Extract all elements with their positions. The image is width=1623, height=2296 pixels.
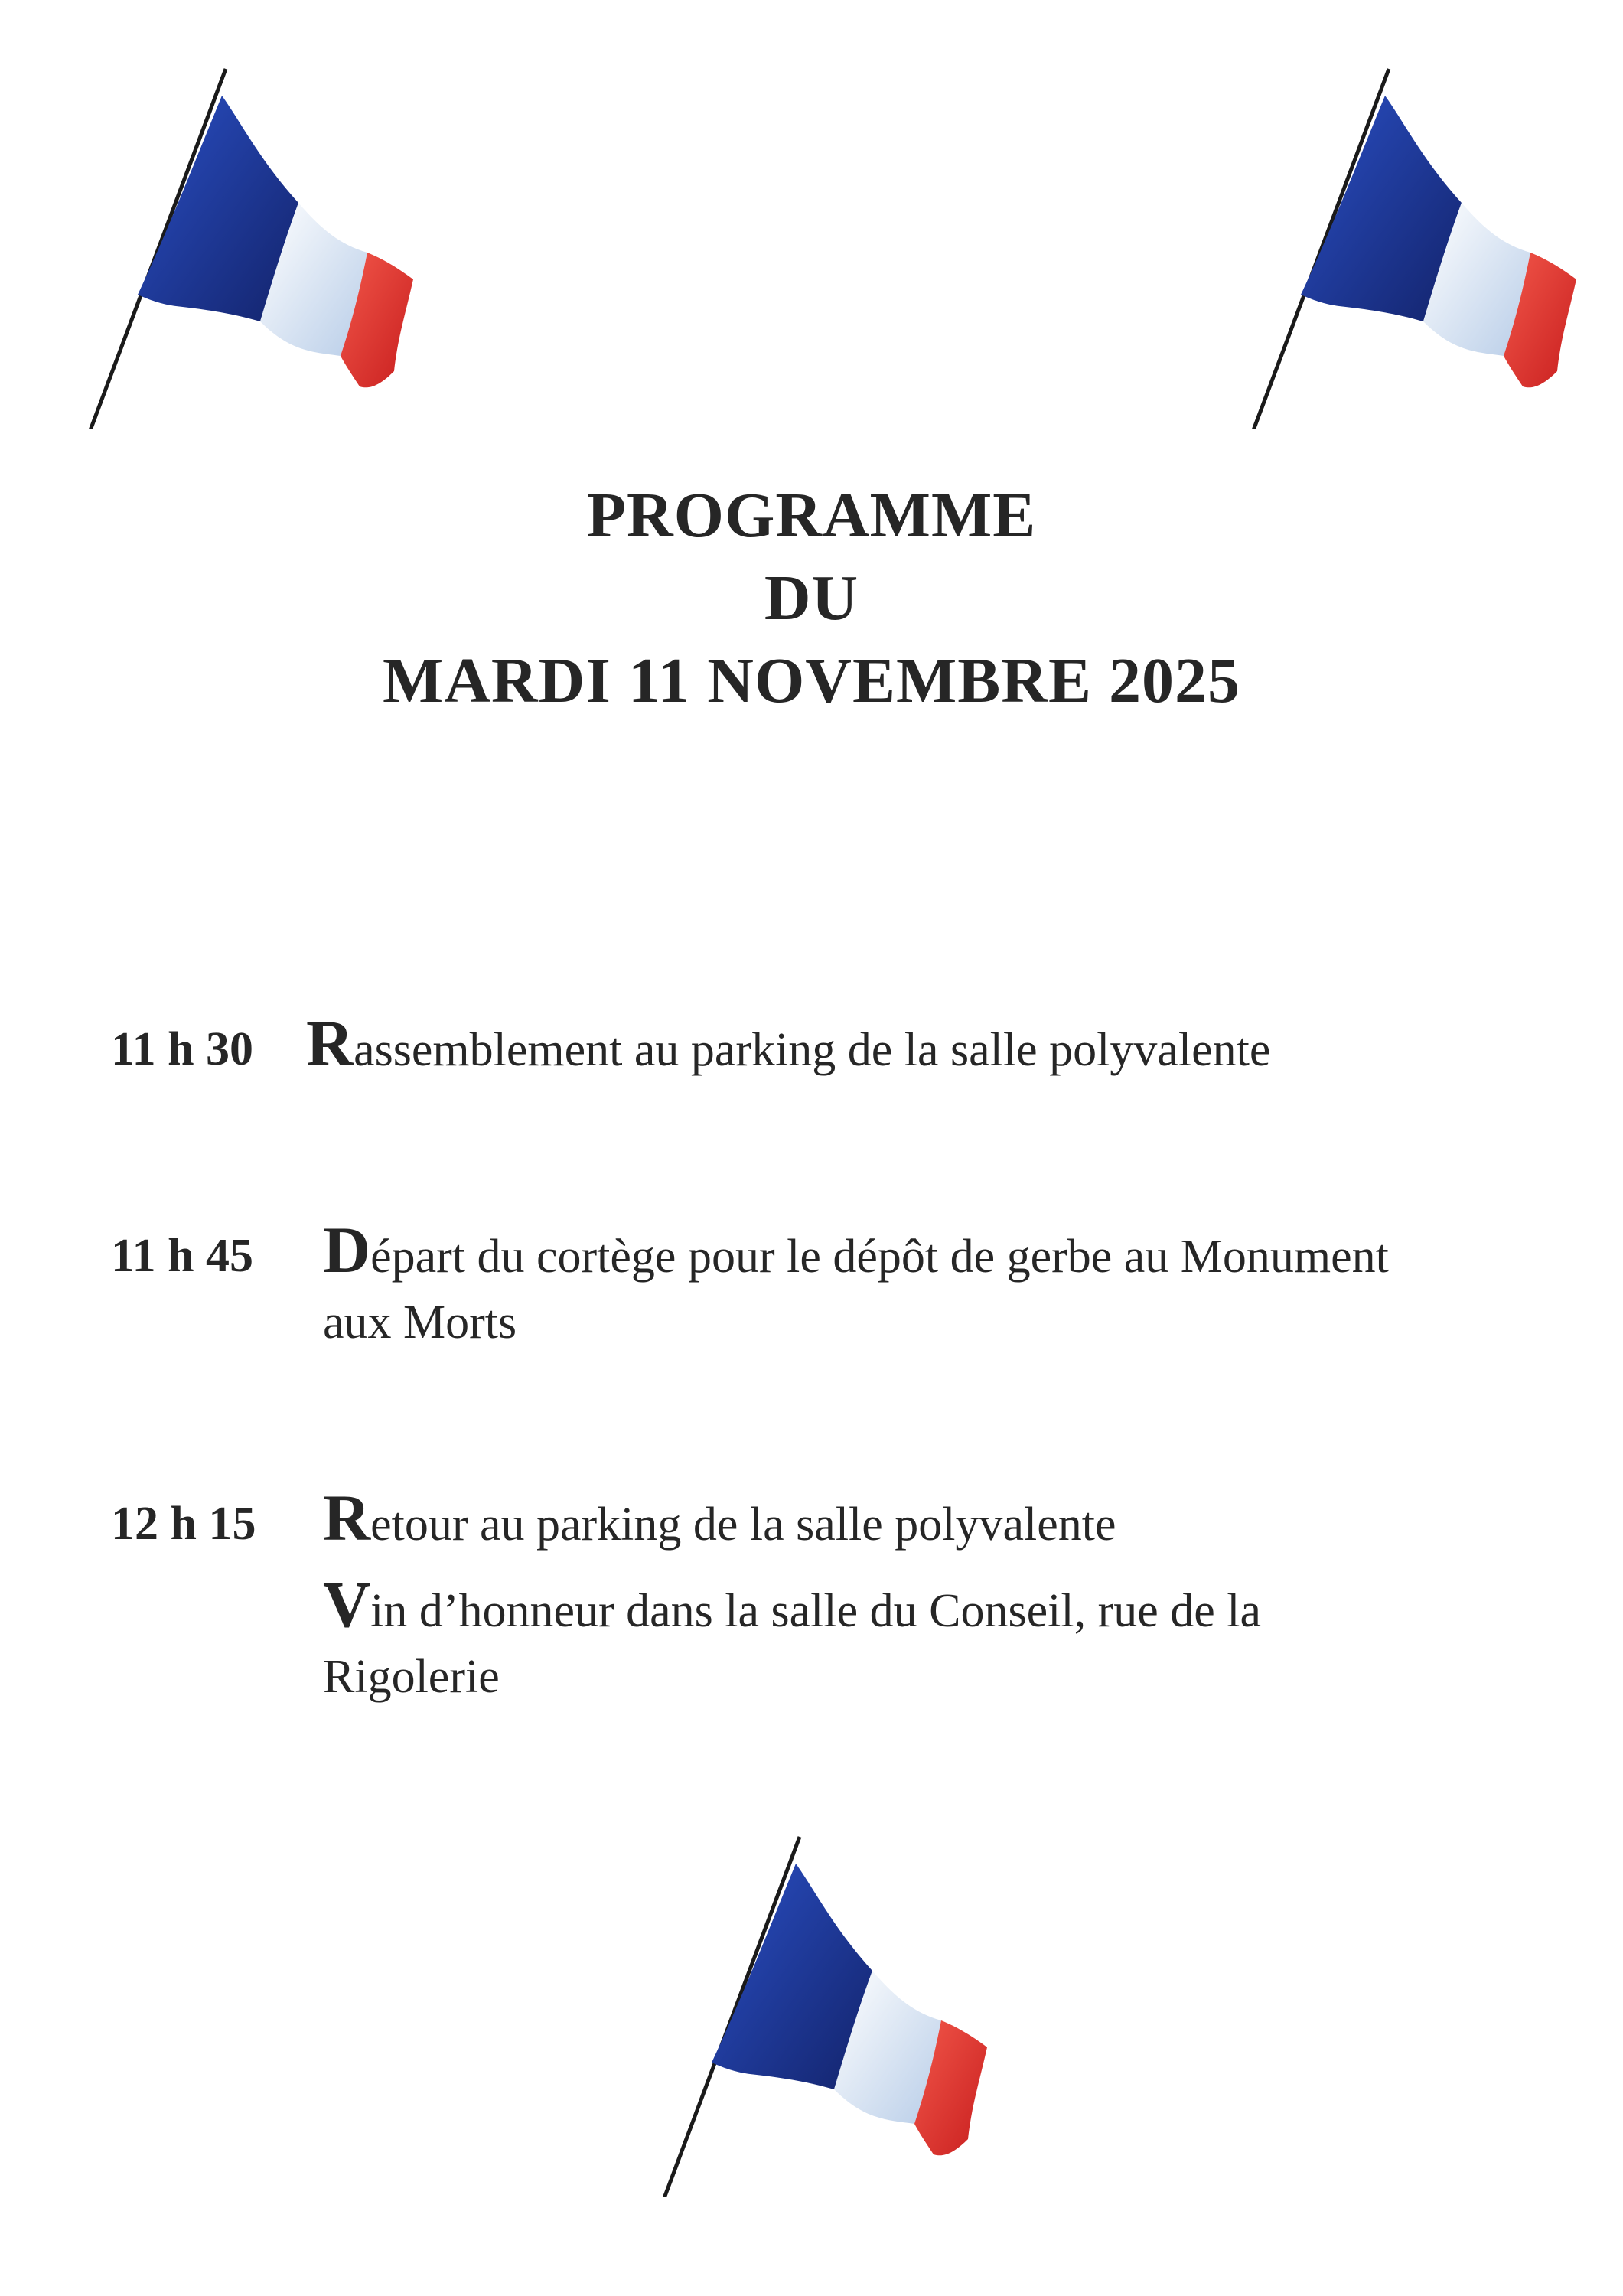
drop-cap: V [323,1567,371,1641]
entry-text-continued: aux Morts [323,1296,517,1349]
entry-text: in d’honneur dans la salle du Conseil, rue de la [370,1585,1262,1637]
drop-cap: R [323,1481,371,1554]
entry-time: 12 h 15 [111,1498,256,1550]
title-line-1: PROGRAMME [586,480,1037,551]
entry-text: assemblement au parking de la salle polyvalente [354,1024,1271,1076]
drop-cap: R [306,1006,354,1080]
french-flag-icon [1240,61,1576,429]
entry-time: 11 h 45 [111,1230,254,1282]
entry-time: 11 h 30 [111,1023,254,1075]
title-line-2: DU [764,563,859,634]
french-flag-icon [77,61,413,429]
entry-description [323,1481,1262,1710]
entry-description [306,1006,1271,1083]
french-flag-icon [650,1829,987,2197]
drop-cap: D [323,1213,371,1287]
entry-text-continued: Rigolerie [323,1651,500,1703]
entry-description [323,1213,1389,1355]
title-line-3: MARDI 11 NOVEMBRE 2025 [382,645,1240,716]
page-title [0,475,1623,722]
entry-text: etour au parking de la salle polyvalente [370,1499,1116,1551]
entry-text: épart du cortège pour le dépôt de gerbe au Monument [370,1231,1389,1283]
